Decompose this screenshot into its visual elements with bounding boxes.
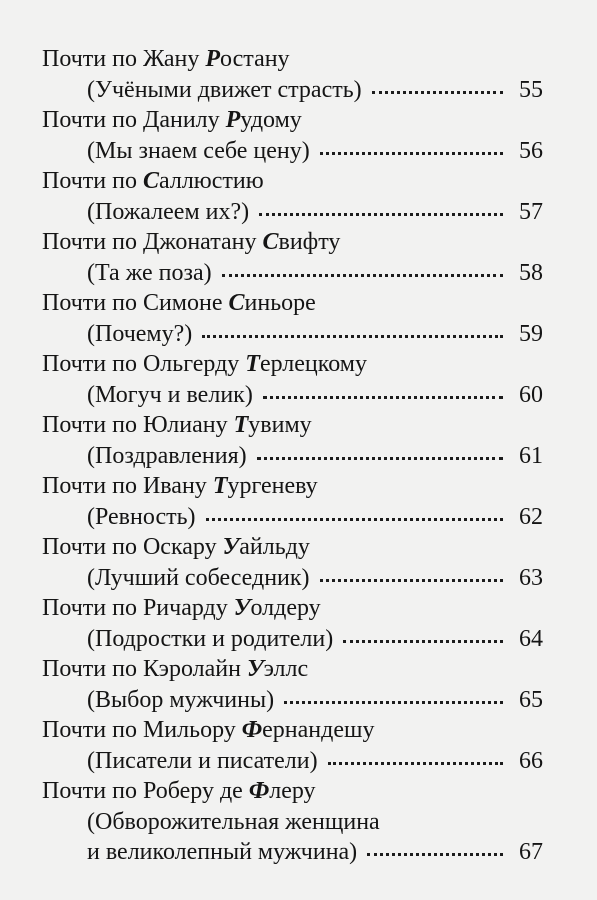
page-number: 58 (519, 260, 543, 286)
surname-initial: С (262, 229, 279, 255)
subtitle-line (42, 197, 543, 227)
surname-initial: Т (212, 473, 228, 499)
surname-rest: увиму (248, 412, 312, 438)
toc-entry (42, 227, 543, 288)
subtitle-text: (Почему?) (87, 321, 193, 347)
surname-initial: Ф (248, 778, 270, 804)
dot-leader (372, 91, 503, 94)
author-prefix: Почти по Мильору (42, 717, 242, 743)
surname-initial: Р (225, 107, 241, 133)
author-line (42, 44, 543, 75)
dot-leader (263, 396, 503, 399)
surname-rest: эллс (263, 656, 309, 682)
author-line (42, 410, 543, 441)
subtitle-line (42, 502, 543, 532)
author-line (42, 349, 543, 380)
subtitle-line (42, 837, 543, 867)
page-number: 61 (519, 443, 543, 469)
toc-entry (42, 166, 543, 227)
author-line (42, 776, 543, 807)
author-prefix: Почти по Ивану (42, 473, 213, 499)
toc-entry (42, 288, 543, 349)
subtitle-line (42, 319, 543, 349)
subtitle-line (42, 75, 543, 105)
author-prefix: Почти по Джонатану (42, 229, 263, 255)
surname-initial: Р (205, 46, 221, 72)
toc-entry (42, 105, 543, 166)
page-number: 56 (519, 138, 543, 164)
toc-entry (42, 44, 543, 105)
dot-leader (222, 274, 503, 277)
toc-entry (42, 349, 543, 410)
surname-rest: леру (269, 778, 316, 804)
toc-entry (42, 593, 543, 654)
author-line (42, 654, 543, 685)
page-number: 67 (519, 839, 543, 865)
table-of-contents (42, 44, 543, 867)
subtitle-text: (Лучший собеседник) (87, 565, 310, 591)
surname-rest: ернандешу (262, 717, 375, 743)
subtitle-text: и великолепный мужчина) (87, 839, 358, 865)
author-prefix: Почти по Кэролайн (42, 656, 247, 682)
dot-leader (284, 701, 503, 704)
subtitle-line (42, 685, 543, 715)
dot-leader (259, 213, 503, 216)
subtitle-line (42, 380, 543, 410)
dot-leader (320, 579, 503, 582)
author-line (42, 166, 543, 197)
toc-entry (42, 410, 543, 471)
subtitle-text: (Ревность) (87, 504, 196, 530)
subtitle-line (42, 624, 543, 654)
subtitle-line (42, 441, 543, 471)
dot-leader (257, 457, 503, 460)
surname-initial: Т (233, 412, 249, 438)
author-prefix: Почти по (42, 168, 143, 194)
surname-rest: олдеру (250, 595, 321, 621)
surname-rest: вифту (278, 229, 341, 255)
author-line (42, 227, 543, 258)
subtitle-text: (Писатели и писатели) (87, 748, 318, 774)
subtitle-text: (Подростки и родители) (87, 626, 334, 652)
dot-leader (367, 853, 503, 856)
toc-entry (42, 532, 543, 593)
author-line (42, 532, 543, 563)
page-number: 66 (519, 748, 543, 774)
surname-rest: айльду (239, 534, 310, 560)
page-number: 65 (519, 687, 543, 713)
dot-leader (202, 335, 503, 338)
dot-leader (320, 152, 503, 155)
author-prefix: Почти по Ольгерду (42, 351, 246, 377)
surname-rest: ургеневу (227, 473, 318, 499)
surname-initial: У (233, 595, 251, 621)
author-prefix: Почти по Оскару (42, 534, 223, 560)
page-number: 60 (519, 382, 543, 408)
subtitle-text: (Поздравления) (87, 443, 247, 469)
surname-initial: С (228, 290, 245, 316)
author-prefix: Почти по Симоне (42, 290, 229, 316)
subtitle-line (42, 807, 543, 837)
subtitle-text: (Учёными движет страсть) (87, 77, 362, 103)
subtitle-text: (Могуч и велик) (87, 382, 253, 408)
surname-rest: остану (220, 46, 290, 72)
surname-initial: Т (245, 351, 260, 377)
surname-initial: У (246, 656, 264, 682)
subtitle-text: (Та же поза) (87, 260, 212, 286)
author-line (42, 288, 543, 319)
subtitle-line (42, 136, 543, 166)
page-number: 62 (519, 504, 543, 530)
author-line (42, 471, 543, 502)
surname-initial: Ф (241, 717, 263, 743)
toc-entry (42, 471, 543, 532)
subtitle-line (42, 258, 543, 288)
surname-rest: ерлецкому (259, 351, 367, 377)
page-number: 57 (519, 199, 543, 225)
toc-entry (42, 776, 543, 867)
dot-leader (328, 762, 503, 765)
author-line (42, 715, 543, 746)
page-number: 64 (519, 626, 543, 652)
toc-entry (42, 715, 543, 776)
author-line (42, 105, 543, 136)
surname-initial: С (142, 168, 159, 194)
author-prefix: Почти по Жану (42, 46, 206, 72)
subtitle-text: (Пожалеем их?) (87, 199, 250, 225)
page-number: 59 (519, 321, 543, 347)
subtitle-line (42, 746, 543, 776)
page-number: 55 (519, 77, 543, 103)
page-number: 63 (519, 565, 543, 591)
author-line (42, 593, 543, 624)
subtitle-text: (Выбор мужчины) (87, 687, 275, 713)
subtitle-line (42, 563, 543, 593)
author-prefix: Почти по Ричарду (42, 595, 234, 621)
surname-rest: удому (240, 107, 302, 133)
author-prefix: Почти по Роберу де (42, 778, 249, 804)
toc-entry (42, 654, 543, 715)
surname-initial: У (222, 534, 240, 560)
author-prefix: Почти по Юлиану (42, 412, 234, 438)
subtitle-text: (Мы знаем себе цену) (87, 138, 310, 164)
dot-leader (206, 518, 503, 521)
surname-rest: иньоре (244, 290, 316, 316)
surname-rest: аллюстию (158, 168, 264, 194)
subtitle-text: (Обворожительная женщина (87, 809, 380, 835)
dot-leader (343, 640, 503, 643)
author-prefix: Почти по Данилу (42, 107, 226, 133)
